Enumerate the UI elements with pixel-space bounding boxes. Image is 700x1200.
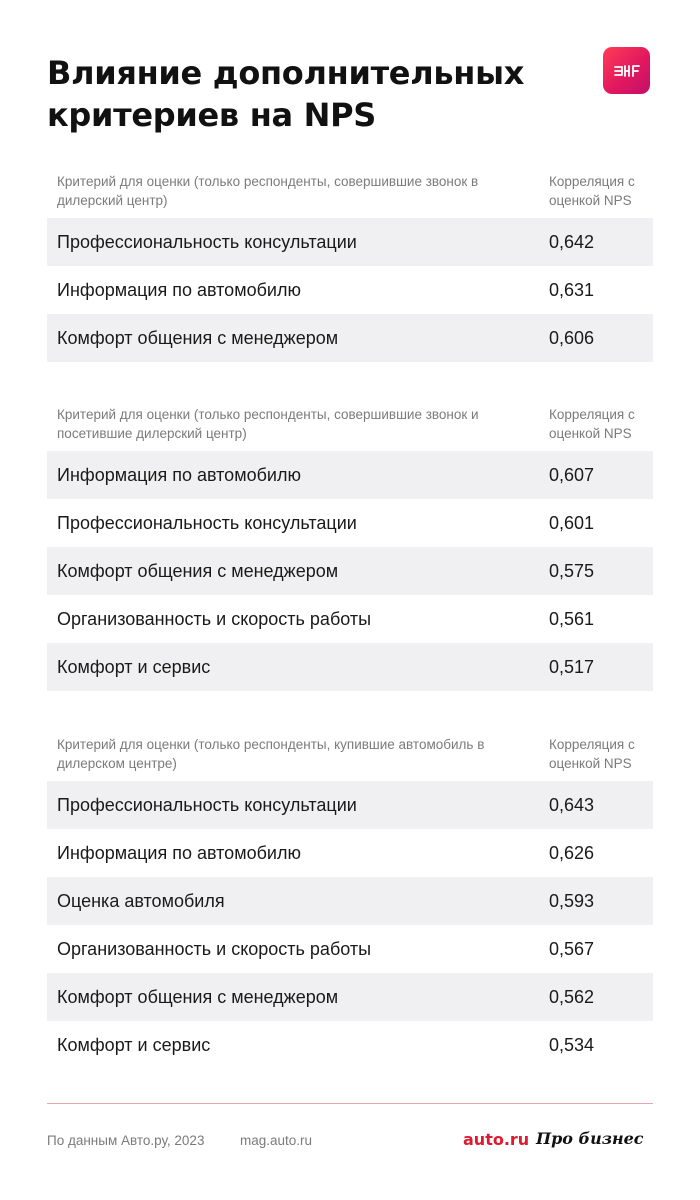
correlation-value: 0,643	[549, 795, 595, 815]
table-header	[47, 405, 653, 451]
correlation-column-header: Корреляция с оценкой NPS	[549, 407, 635, 441]
correlation-value: 0,517	[549, 657, 595, 677]
correlation-value: 0,561	[549, 609, 595, 629]
criterion-label: Комфорт и сервис	[57, 657, 211, 677]
pro-biznes-logo[interactable]: Про бизнес	[536, 1129, 644, 1148]
correlation-value: 0,562	[549, 987, 595, 1007]
correlation-column-header: Корреляция с оценкой NPS	[549, 174, 635, 208]
correlation-value: 0,631	[549, 280, 595, 300]
criterion-label: Оценка автомобиля	[57, 891, 225, 911]
correlation-value: 0,567	[549, 939, 595, 959]
source-link[interactable]: mag.auto.ru	[240, 1133, 313, 1148]
criterion-label: Комфорт общения с менеджером	[57, 987, 339, 1007]
correlation-value: 0,606	[549, 328, 595, 348]
correlation-value: 0,593	[549, 891, 595, 911]
table-row	[47, 499, 653, 547]
criteria-table-calls	[47, 172, 653, 362]
criterion-label: Комфорт общения с менеджером	[57, 328, 339, 348]
table-row	[47, 451, 653, 499]
footer-divider	[47, 1103, 653, 1104]
correlation-value: 0,575	[549, 561, 595, 581]
criteria-table-calls-and-visits	[47, 405, 653, 691]
zhf-logo-glyph-icon	[612, 61, 642, 81]
table-row	[47, 643, 653, 691]
correlation-value: 0,601	[549, 513, 595, 533]
criterion-label: Профессиональность консультации	[57, 795, 357, 815]
table-row	[47, 266, 653, 314]
criterion-column-header: Критерий для оценки (только респонденты, купившие автомобиль в дилерском центре)	[57, 737, 485, 771]
criterion-label: Комфорт и сервис	[57, 1035, 211, 1055]
table-row	[47, 973, 653, 1021]
table-row	[47, 314, 653, 362]
correlation-value: 0,642	[549, 232, 595, 252]
table-header	[47, 735, 653, 781]
table-row	[47, 547, 653, 595]
criterion-label: Информация по автомобилю	[57, 465, 301, 485]
criterion-label: Профессиональность консультации	[57, 513, 357, 533]
criteria-table-purchases	[47, 735, 653, 1069]
table-row	[47, 218, 653, 266]
table-row	[47, 877, 653, 925]
correlation-value: 0,534	[549, 1035, 595, 1055]
source-note: По данным Авто.ру, 2023	[47, 1133, 205, 1148]
auto-ru-logo[interactable]: auto.ru	[463, 1130, 530, 1149]
criterion-column-header: Критерий для оценки (только респонденты, совершившие звонок в дилерский центр)	[57, 174, 479, 208]
correlation-value: 0,626	[549, 843, 595, 863]
criterion-label: Информация по автомобилю	[57, 280, 301, 300]
table-row	[47, 829, 653, 877]
footer	[47, 1130, 653, 1152]
criterion-label: Информация по автомобилю	[57, 843, 301, 863]
correlation-value: 0,607	[549, 465, 595, 485]
table-row	[47, 1021, 653, 1069]
table-row	[47, 781, 653, 829]
criterion-label: Организованность и скорость работы	[57, 609, 372, 629]
correlation-column-header: Корреляция с оценкой NPS	[549, 737, 635, 771]
zhf-logo-icon[interactable]	[603, 47, 650, 94]
criterion-label: Профессиональность консультации	[57, 232, 357, 252]
table-header	[47, 172, 653, 218]
table-row	[47, 595, 653, 643]
criterion-column-header: Критерий для оценки (только респонденты, совершившие звонок и посетившие дилерский центр)	[57, 407, 479, 441]
criterion-label: Организованность и скорость работы	[57, 939, 372, 959]
criterion-label: Комфорт общения с менеджером	[57, 561, 339, 581]
table-row	[47, 925, 653, 973]
page-title: Влияние дополнительных критериев на NPS	[47, 54, 525, 134]
